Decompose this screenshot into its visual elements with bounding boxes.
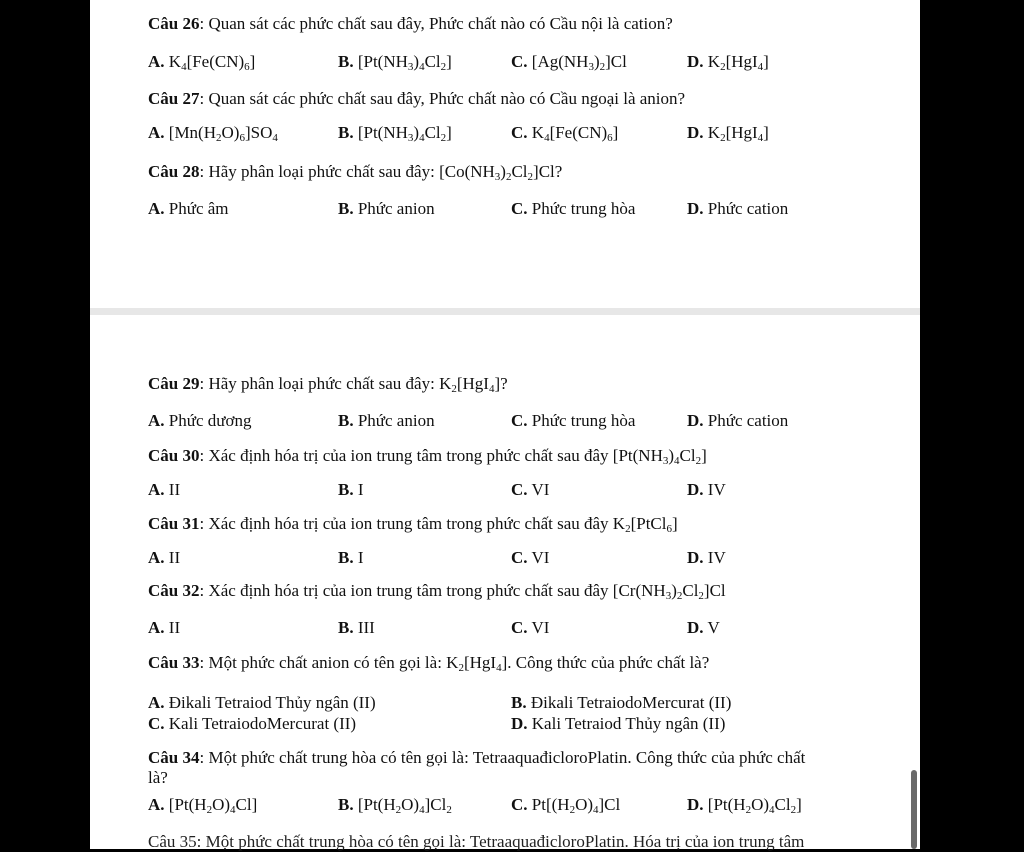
option-letter: D. [687,123,704,142]
option-text: Phức anion [357,411,435,430]
option-letter: B. [338,480,354,499]
document-page-1 [90,0,920,308]
option-letter: B. [338,548,354,567]
question-text: : Xác định hóa trị của ion trung tâm trong phức chất sau đây $[Cr(NH_3)_2Cl_2]Cl$ [199,581,726,602]
option-text: Phức anion [357,199,435,218]
question-30-stem [148,446,707,466]
option-text: I [357,548,364,567]
option-letter: C. [511,52,528,71]
question-29-stem [148,374,508,394]
option-text: IV [707,480,726,499]
option-b [338,123,452,143]
option-d [687,618,720,638]
option-text: $Pt[(H_2O)_4]Cl$ [531,795,621,816]
option-a [148,199,229,219]
option-text: Phức âm [168,199,229,218]
option-letter: A. [148,480,165,499]
option-c [511,548,549,568]
option-letter: A. [148,52,165,71]
option-text: $[Mn(H_2O)_6]SO_4$ [168,123,278,144]
option-text: $K_2[HgI_4]$ [707,123,769,144]
option-letter: D. [687,52,704,71]
option-text: Kali TetraiodoMercurat (II) [168,714,357,733]
option-b [338,52,452,72]
option-a [148,52,255,72]
question-text: : Xác định hóa trị của ion trung tâm trong phức chất sau đây $K_2[PtCl_6]$ [199,514,678,535]
option-a [148,548,180,568]
option-c [511,199,635,219]
option-text: $[Pt(NH_3)_4Cl_2]$ [357,123,452,144]
option-letter: B. [338,411,354,430]
option-text: Phức dương [168,411,252,430]
option-letter: C. [511,618,528,637]
option-text: IV [707,548,726,567]
option-a [148,411,251,431]
option-b [511,693,731,713]
option-a [148,123,278,143]
option-c [511,480,549,500]
option-letter: D. [687,199,704,218]
question-number: Câu 26 [148,14,200,33]
question-31-stem [148,514,678,534]
question-26-stem [148,14,673,34]
option-text: III [357,618,375,637]
question-text: : Quan sát các phức chất sau đây, Phức chất nào có Cầu ngoại là anion? [199,89,686,108]
option-d [687,123,769,143]
option-letter: A. [148,618,165,637]
question-27-stem [148,89,685,109]
option-a [148,480,180,500]
option-c [511,123,618,143]
option-letter: C. [511,548,528,567]
option-letter: B. [338,199,354,218]
option-text: Phức cation [707,411,789,430]
option-text: $[Ag(NH_3)_2]Cl$ [531,52,627,73]
option-b [338,480,364,500]
clipped-question-line: Câu 35: Một phức chất trung hòa có tên gọi là: TetraaquađicloroPlatin. Hóa trị của ion trung tâm [148,832,805,851]
option-letter: D. [687,480,704,499]
option-b [338,411,435,431]
option-text: Đikali TetraiodoMercurat (II) [530,693,732,712]
question-text: : Một phức chất anion có tên gọi là: $K_2[HgI_4]$. Công thức của phức chất là? [199,653,710,674]
option-text: Phức cation [707,199,789,218]
option-letter: D. [687,548,704,567]
question-number: Câu 30 [148,446,200,465]
option-text: Phức trung hòa [531,411,636,430]
option-letter: A. [148,548,165,567]
question-number: Câu 29 [148,374,200,393]
option-text: $[Pt(NH_3)_4Cl_2]$ [357,52,452,73]
option-text: $[Pt(H_2O)_4]Cl_2$ [357,795,452,816]
option-c [511,411,635,431]
option-letter: A. [148,411,165,430]
option-letter: D. [687,411,704,430]
option-c [511,618,549,638]
question-33-stem [148,653,709,673]
question-text: : Quan sát các phức chất sau đây, Phức chất nào có Cầu nội là cation? [199,14,673,33]
option-text: Kali Tetraiod Thủy ngân (II) [531,714,726,733]
option-text: $K_4[Fe(CN)_6]$ [531,123,619,144]
question-number: Câu 34 [148,748,200,767]
option-letter: C. [511,480,528,499]
question-number: Câu 28 [148,162,200,181]
option-letter: B. [338,795,354,814]
option-letter: A. [148,199,165,218]
option-a [148,795,257,815]
option-letter: A. [148,795,165,814]
question-text: : Xác định hóa trị của ion trung tâm trong phức chất sau đây $[Pt(NH_3)_4Cl_2]$ [199,446,707,467]
option-a [148,693,376,713]
option-text: VI [531,548,550,567]
option-letter: C. [511,199,528,218]
question-34-stem [148,748,805,768]
option-text: V [707,618,720,637]
option-text: $K_2[HgI_4]$ [707,52,769,73]
option-letter: C. [511,411,528,430]
option-b [338,548,364,568]
option-a [148,618,180,638]
option-letter: B. [511,693,527,712]
question-number: Câu 31 [148,514,200,533]
option-text: VI [531,618,550,637]
option-b [338,618,375,638]
option-d [687,480,726,500]
option-text: Phức trung hòa [531,199,636,218]
option-letter: C. [148,714,165,733]
option-text: VI [531,480,550,499]
option-d [687,548,726,568]
option-text: $[Pt(H_2O)_4Cl_2]$ [707,795,802,816]
option-letter: B. [338,123,354,142]
option-c [511,795,620,815]
option-c [511,52,627,72]
option-text: Đikali Tetraiod Thủy ngân (II) [168,693,376,712]
question-text-continued: là? [148,768,168,787]
option-d [687,52,769,72]
option-text: II [168,548,181,567]
option-d [687,199,788,219]
option-letter: C. [511,123,528,142]
option-letter: B. [338,52,354,71]
question-number: Câu 32 [148,581,200,600]
option-c [148,714,356,734]
page-gap [90,308,920,315]
option-text: I [357,480,364,499]
option-d [511,714,725,734]
option-letter: D. [687,618,704,637]
option-d [687,795,802,815]
option-letter: A. [148,123,165,142]
question-28-stem [148,162,562,182]
option-text: II [168,480,181,499]
question-text: : Hãy phân loại phức chất sau đây: $K_2[HgI_4]$? [199,374,508,395]
option-letter: D. [511,714,528,733]
option-text: $[Pt(H_2O)_4Cl]$ [168,795,258,816]
question-number: Câu 27 [148,89,200,108]
option-letter: D. [687,795,704,814]
scrollbar-thumb[interactable] [911,770,917,849]
option-letter: C. [511,795,528,814]
option-b [338,199,435,219]
question-32-stem [148,581,726,601]
option-letter: A. [148,693,165,712]
option-d [687,411,788,431]
option-letter: B. [338,618,354,637]
option-text: $K_4[Fe(CN)_6]$ [168,52,256,73]
option-b [338,795,452,815]
question-text: : Một phức chất trung hòa có tên gọi là: TetraaquađicloroPlatin. Công thức của phức chất [199,748,806,767]
option-text: II [168,618,181,637]
question-text: : Hãy phân loại phức chất sau đây: $[Co(NH_3)_2Cl_2]Cl$? [199,162,563,183]
question-number: Câu 33 [148,653,200,672]
